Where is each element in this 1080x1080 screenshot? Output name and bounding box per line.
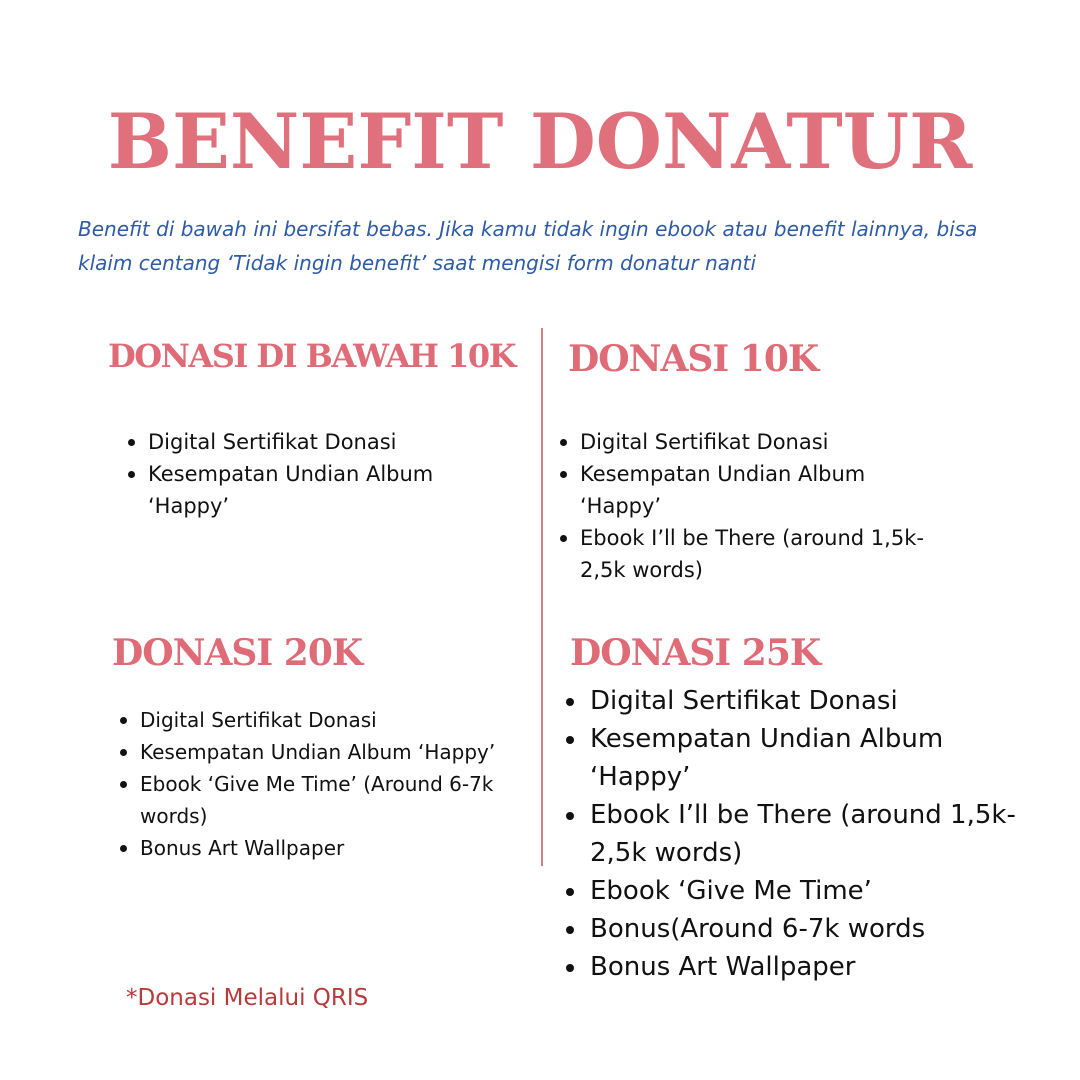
tier-benefits-25k xyxy=(564,682,1044,986)
page-title: BENEFIT DONATUR xyxy=(107,97,973,186)
intro-text: Benefit di bawah ini bersifat bebas. Jika kamu tidak ingin ebook atau benefit lainnya, bisa klaim centang ‘Tidak ingin benefit’ saat mengisi form donatur nanti xyxy=(78,217,978,275)
benefit-item: Ebook ‘Give Me Time’ xyxy=(564,872,1044,910)
benefit-item: Ebook I’ll be There (around 1,5k-2,5k words) xyxy=(564,796,1044,872)
benefit-item: Digital Sertifikat Donasi xyxy=(558,426,938,458)
payment-note: *Donasi Melalui QRIS xyxy=(126,985,369,1011)
benefit-item: Bonus Art Wallpaper xyxy=(564,948,1044,986)
benefit-item: Kesempatan Undian Album ‘Happy’ xyxy=(564,720,1044,796)
tier-benefits-10k xyxy=(558,426,938,586)
benefit-item: Kesempatan Undian Album ‘Happy’ xyxy=(558,458,938,522)
benefit-item: Digital Sertifikat Donasi xyxy=(118,704,498,736)
benefit-item: Bonus(Around 6-7k words xyxy=(564,910,1044,948)
tier-benefits-under-10k xyxy=(126,426,506,522)
tier-heading-25k: DONASI 25K xyxy=(570,632,821,674)
benefit-item: Digital Sertifikat Donasi xyxy=(564,682,1044,720)
benefit-item: Ebook I’ll be There (around 1,5k-2,5k words) xyxy=(558,522,938,586)
column-divider xyxy=(541,328,543,866)
benefit-item: Ebook ‘Give Me Time’ (Around 6-7k words) xyxy=(118,768,498,832)
benefit-item: Kesempatan Undian Album ‘Happy’ xyxy=(126,458,506,522)
benefit-item: Kesempatan Undian Album ‘Happy’ xyxy=(118,736,498,768)
benefit-item: Bonus Art Wallpaper xyxy=(118,832,498,864)
tier-benefits-20k xyxy=(118,704,498,864)
tier-heading-10k: DONASI 10K xyxy=(568,338,819,380)
tier-heading-under-10k: DONASI DI BAWAH 10K xyxy=(108,337,515,375)
tier-heading-20k: DONASI 20K xyxy=(112,632,363,674)
benefit-item: Digital Sertifikat Donasi xyxy=(126,426,506,458)
